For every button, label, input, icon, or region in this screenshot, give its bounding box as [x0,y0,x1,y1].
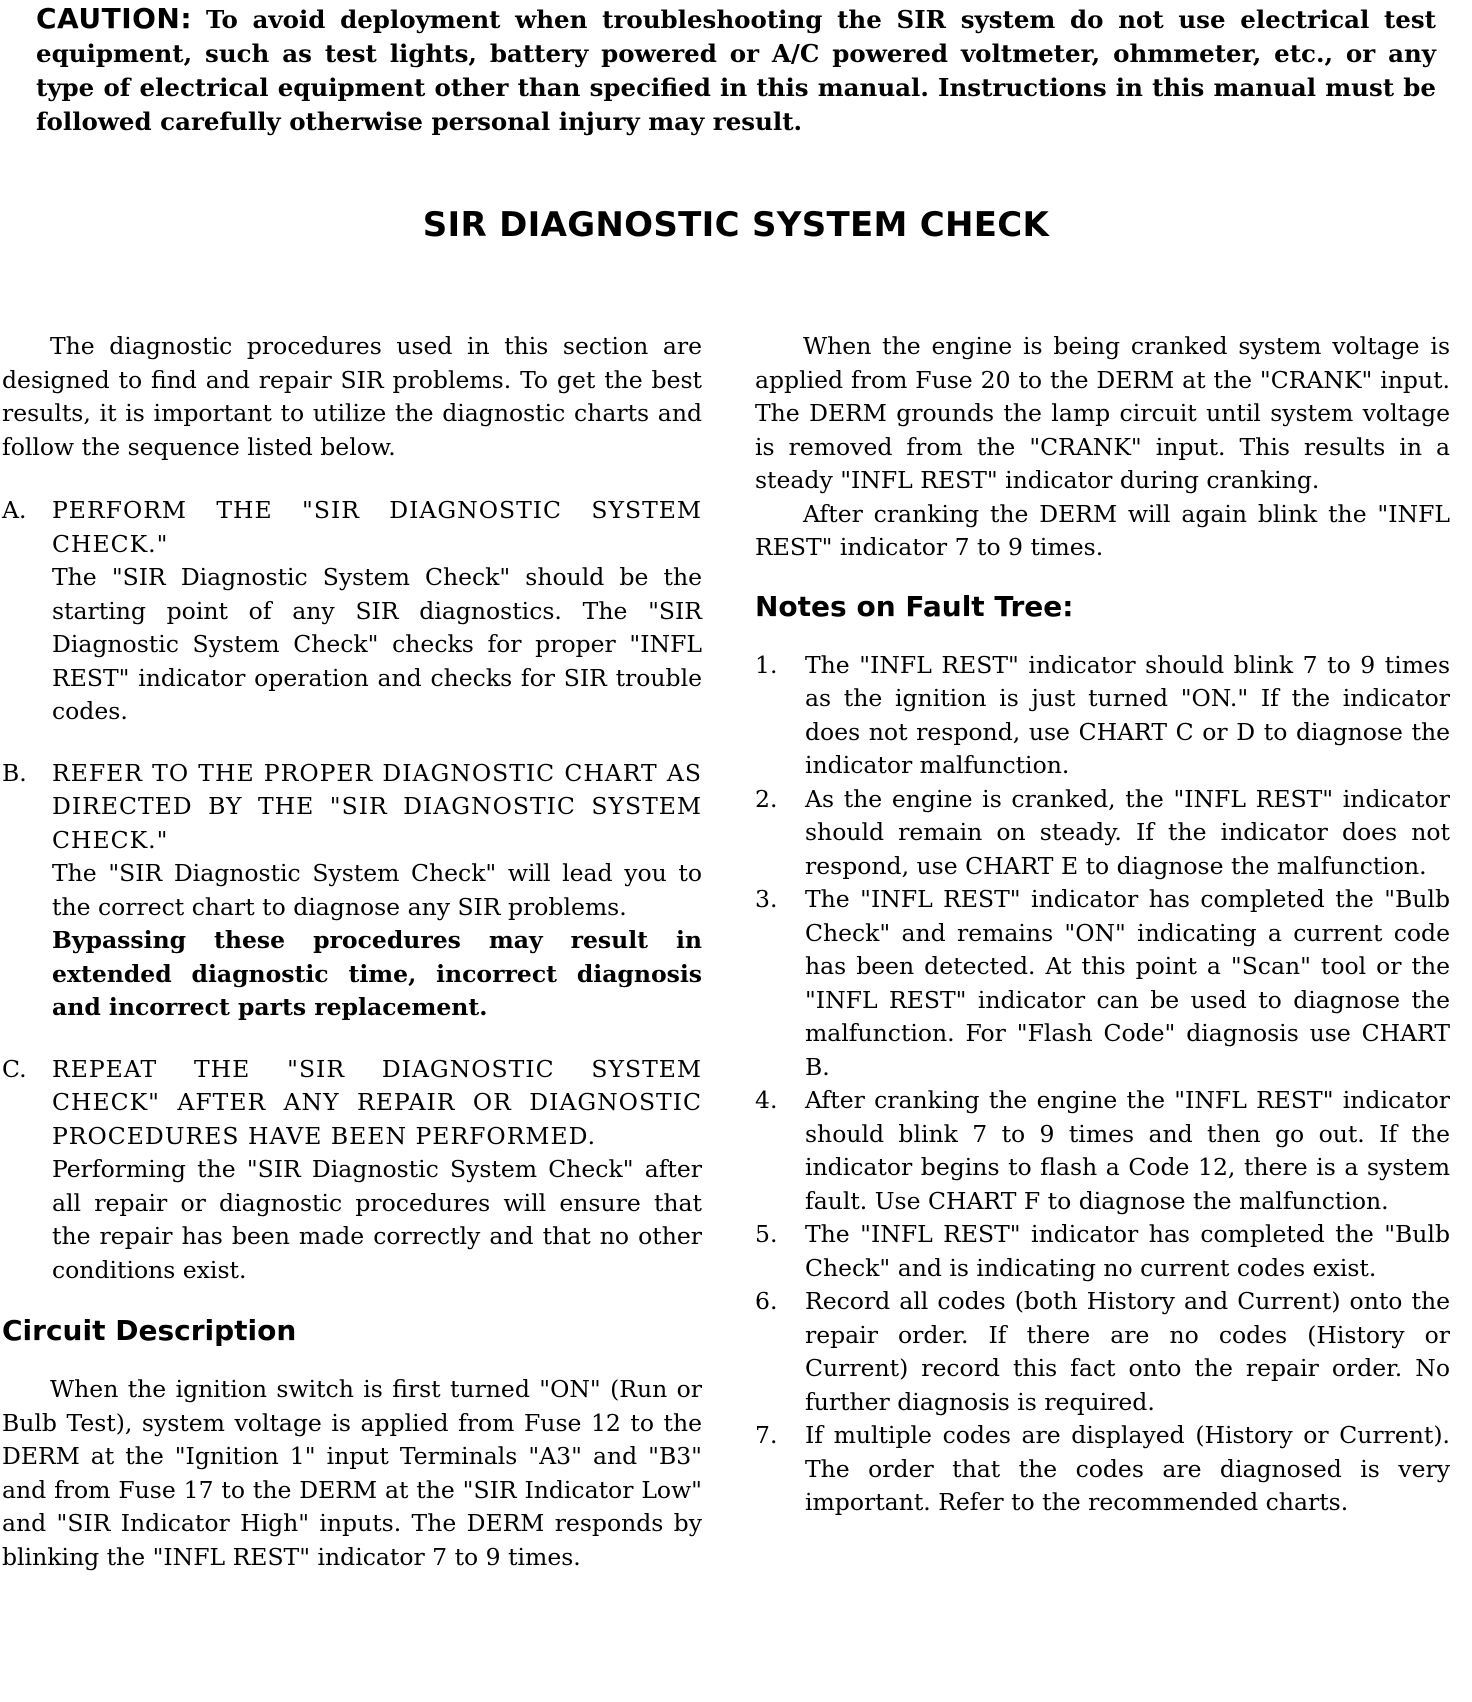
note-item [755,783,1450,884]
circuit-description-heading: Circuit Description [2,1314,297,1347]
note-item [755,1084,1450,1218]
step-heading: REFER TO THE PROPER DIAGNOSTIC CHART AS DIRECTED BY THE "SIR DIAGNOSTIC SYSTEM CHECK." [52,758,702,854]
note-item [755,649,1450,783]
step-warning: Bypassing these procedures may result in extended diagnostic time, incorrect diagnosis and incorrect parts replacement. [52,926,702,1021]
note-marker: 1. [755,650,778,679]
note-marker: 4. [755,1086,778,1114]
intro-paragraph: The diagnostic procedures used in this section are designed to find and repair SIR problems. To get the best results, it is important to utilize the diagnostic charts and follow the sequence listed below. [2,332,702,461]
caution-notice [36,2,1436,139]
notes-heading: Notes on Fault Tree: [755,589,1074,623]
note-text: The "INFL REST" indicator has completed the "Bulb Check" and remains "ON" indicating a current code has been detected. At this point a "Scan" tool or the "INFL REST" indicator can be used to diagnose the malfunction. For "Flash Code" diagnosis use CHART B. [805,885,1450,1081]
step-a [2,494,702,729]
note-text: The "INFL REST" indicator has completed the "Bulb Check" and is indicating no current codes exist. [805,1220,1450,1282]
circuit-description-text: When the ignition switch is first turned "ON" (Run or Bulb Test), system voltage is applied from Fuse 12 to the DERM at the "Ignition 1" input Terminals "A3" and "B3" and from Fuse 17 to the DERM at the "SIR Indicator Low" and "SIR Indicator High" inputs. The DERM responds by blinking the "INFL REST" indicator 7 to 9 times. [2,1375,702,1571]
step-body: Performing the "SIR Diagnostic System Check" after all repair or diagnostic procedures will ensure that the repair has been made correctly and that no other conditions exist. [52,1155,702,1284]
caution-label: CAUTION: [36,2,193,35]
step-c [2,1053,702,1288]
note-item [755,1218,1450,1285]
note-item [755,1419,1450,1520]
cranking-paragraph: When the engine is being cranked system voltage is applied from Fuse 20 to the DERM at the "CRANK" input. The DERM grounds the lamp circuit until system voltage is removed from the "CRANK" input. This results in a steady "INFL REST" indicator during cranking. [755,332,1450,494]
note-text: The "INFL REST" indicator should blink 7 to 9 times as the ignition is just turned "ON." If the indicator does not respond, use CHART C or D to diagnose the indicator malfunction. [805,650,1450,779]
note-item [755,883,1450,1084]
notes-list [755,649,1450,1520]
note-marker: 6. [755,1287,778,1315]
caution-text: To avoid deployment when troubleshooting the SIR system do not use electrical test equipment, such as test lights, battery powered or A/C powered voltmeter, ohmmeter, etc., or any type of electrical equipment other than specified in this manual. Instructions in this manual must be followed carefully otherwise personal injury may result. [36,5,1436,136]
step-heading: REPEAT THE "SIR DIAGNOSTIC SYSTEM CHECK" AFTER ANY REPAIR OR DIAGNOSTIC PROCEDURES HAVE BEEN PERFORMED. [52,1054,702,1150]
step-body: The "SIR Diagnostic System Check" will lead you to the correct chart to diagnose any SIR problems. [52,859,702,921]
note-marker: 2. [755,784,778,813]
step-heading: PERFORM THE "SIR DIAGNOSTIC SYSTEM CHECK." [52,496,702,558]
note-marker: 3. [755,885,778,913]
note-item [755,1285,1450,1419]
step-marker: A. [2,496,27,524]
after-cranking-paragraph: After cranking the DERM will again blink the "INFL REST" indicator 7 to 9 times. [755,499,1450,561]
note-marker: 7. [755,1421,778,1449]
page-title: SIR DIAGNOSTIC SYSTEM CHECK [422,205,1050,245]
note-text: After cranking the engine the "INFL REST" indicator should blink 7 to 9 times and then go out. If the indicator begins to flash a Code 12, there is a system fault. Use CHART F to diagnose the malfunction. [805,1086,1450,1215]
right-column [755,330,1450,1520]
step-marker: B. [2,758,27,787]
note-text: Record all codes (both History and Current) onto the repair order. If there are no codes (History or Current) record this fact onto the repair order. No further diagnosis is required. [805,1287,1450,1416]
step-marker: C. [2,1054,27,1083]
note-marker: 5. [755,1220,778,1248]
left-column [2,330,702,1574]
step-body: The "SIR Diagnostic System Check" should be the starting point of any SIR diagnostics. The "SIR Diagnostic System Check" checks for proper "INFL REST" indicator operation and checks for SIR trouble codes. [52,563,702,725]
note-text: As the engine is cranked, the "INFL REST" indicator should remain on steady. If the indicator does not respond, use CHART E to diagnose the malfunction. [805,784,1450,880]
note-text: If multiple codes are displayed (History or Current). The order that the codes are diagnosed is very important. Refer to the recommended charts. [805,1421,1450,1516]
step-b [2,757,702,1025]
